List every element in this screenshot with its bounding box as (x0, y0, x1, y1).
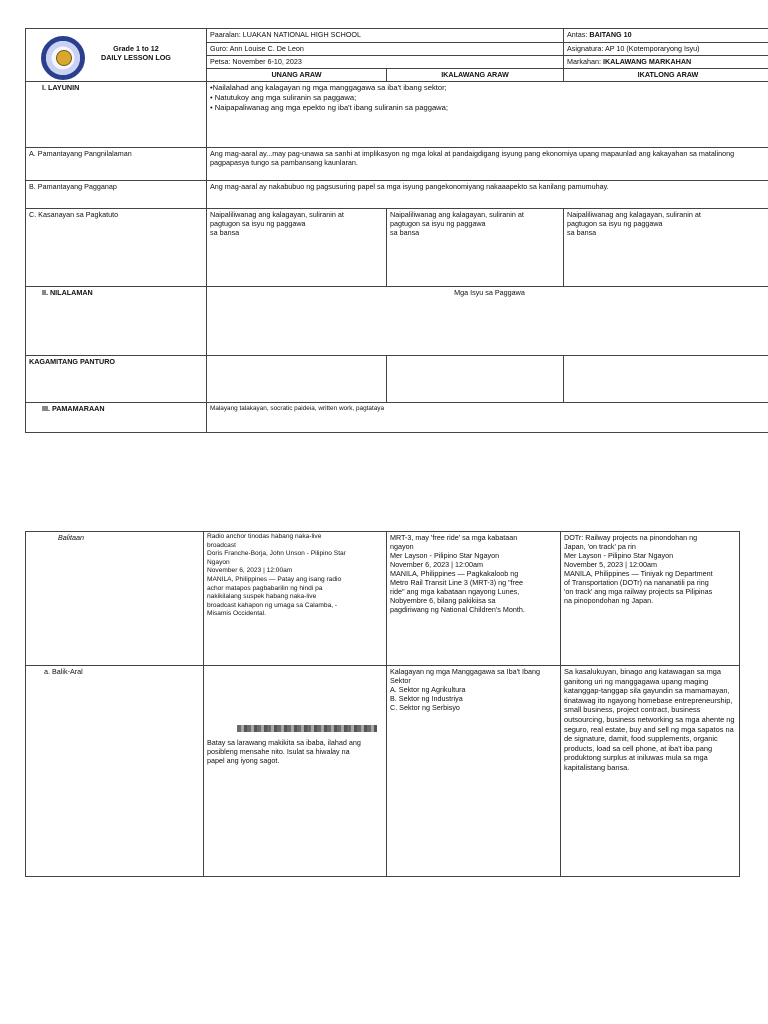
markahan-value: IKALAWANG MARKAHAN (602, 57, 692, 66)
sektor-item: C. Sektor ng Serbisyo (390, 703, 460, 712)
deped-seal-icon (41, 36, 85, 80)
pamamaraan-label: III. PAMAMARAAN (26, 403, 207, 433)
layunin-item: • Natutukoy ang mga suliranin sa paggawa; (210, 93, 357, 102)
paaralan-value: LUAKAN NATIONAL HIGH SCHOOL (242, 30, 361, 39)
guro-cell (207, 43, 564, 56)
kagamitan-day1 (207, 356, 387, 403)
antas-label: Antas: (567, 30, 588, 39)
pangnilalaman-text: Ang mag-aaral ay...may pag-unawa sa sanhi at implikasyon ng mga lokal at pandaigdigang isyung pang ekonomiya upang mapaunlad ang kakayahan sa matalinong pagpapasya tungo sa pambansang kaunlaran. (207, 148, 768, 181)
guro-label: Guro: (210, 44, 228, 53)
day3-header: IKATLONG ARAW (564, 69, 768, 82)
balik-aral-label: a. Balik-Aral (26, 666, 204, 877)
dll-table-page1 (25, 28, 768, 433)
kasanayan-label: C. Kasanayan sa Pagkatuto (26, 209, 207, 287)
balitaan-day3: DOTr: Railway projects na pinondohan ng Japan, 'on track' pa rin Mer Layson - Pilipino Star Ngayon November 5, 2023 | 12:00am MANILA, Philippines — Tiniyak ng Department of Transportation (DOTr) na nananatili pa ring 'on track' ang mga railway projects sa Pilipinas na pinopondohan ng Japan. (561, 532, 740, 666)
asignatura-cell (564, 43, 768, 56)
balitaan-label: Balitaan (26, 532, 204, 666)
antas-value: BAITANG 10 (589, 30, 632, 39)
pamamaraan-text: Malayang talakayan, socratic paideia, written work, pagtataya (207, 403, 768, 433)
balik-aral-day1-text: Batay sa larawang makikita sa ibaba, ilahad ang posibleng mensahe nito. Isulat sa hiwalay na papel ang iyong sagot. (207, 738, 361, 765)
markahan-label: Markahan: (567, 57, 601, 66)
pagganap-label: B. Pamantayang Pagganap (26, 181, 207, 209)
balitaan-day1: Radio anchor tinodas habang naka-live broadcast Doris Franche-Borja, John Unson - Pilipino Star Ngayon November 6, 2023 | 12:00am MANILA, Philippines — Patay ang isang radio achor matapos pagbabarilin ng hindi pa nakikilalang suspek habang naka-live broadcast kahapon ng umaga sa Calamba, - Misamis Occidental. (204, 532, 387, 666)
header-logo-cell (26, 29, 207, 82)
paaralan-label: Paaralan: (210, 30, 241, 39)
nilalaman-text: Mga Isyu sa Paggawa (207, 287, 768, 356)
asignatura-label: Asignatura: (567, 44, 604, 53)
petsa-value: November 6-10, 2023 (232, 57, 302, 66)
day1-header: UNANG ARAW (207, 69, 387, 82)
layunin-label: I. LAYUNIN (26, 82, 207, 148)
petsa-label: Petsa: (210, 57, 231, 66)
kagamitan-day3 (564, 356, 768, 403)
balitaan-day2: MRT-3, may 'free ride' sa mga kabataan ngayon Mer Layson - Pilipino Star Ngayon November 6, 2023 | 12:00am MANILA, Philippines — Pagkakaloob ng Metro Rail Transit Line 3 (MRT-3) ng "free ride" ang mga kabataan ngayong Lunes, Nobyembre 6, bilang pakikiisa sa pagdiriwang ng National Children's Month. (387, 532, 561, 666)
title-line1: Grade 1 to 12 (113, 44, 159, 53)
dll-table-page2 (25, 531, 740, 877)
sektor-item: A. Sektor ng Agrikultura (390, 685, 466, 694)
nilalaman-label: II. NILALAMAN (26, 287, 207, 356)
layunin-item: • Naipapaliwanag ang mga epekto ng iba't ibang suliranin sa paggawa; (210, 103, 448, 112)
layunin-item: •Nailalahad ang kalagayan ng mga manggagawa sa iba't ibang sektor; (210, 83, 447, 92)
balik-aral-day3: Sa kasalukuyan, binago ang katawagan sa mga ganitong uri ng manggagawa upang maging katanggap-tanggap sila gayundin sa mamamayan, tinatawag ito ngayong homebase entrepreneurship, small business, project contract, business outsourcing, business networking sa mga ahente ng seguro, real estate, buy and sell ng mga sapatos na de signature, damit, food supplements, organic products, load sa cell phone, at iba't iba pang produktong surplus at iniluwas mula sa mga kapitalistang bansa. (561, 666, 740, 877)
title-line2: DAILY LESSON LOG (101, 53, 171, 62)
kasanayan-day1: Naipaliliwanag ang kalagayan, suliranin at pagtugon sa isyu ng paggawa sa bansa (207, 209, 387, 287)
asignatura-value: AP 10 (Kotemporaryong Isyu) (604, 44, 700, 53)
picture-strip-image (237, 725, 377, 732)
pagganap-text: Ang mag-aaral ay nakabubuo ng pagsusuring papel sa mga isyung pangekonomiyang nakaaapekto sa kanilang pamumuhay. (207, 181, 768, 209)
paaralan-cell (207, 29, 564, 43)
layunin-content (207, 82, 768, 148)
antas-cell (564, 29, 768, 43)
pangnilalaman-label: A. Pamantayang Pangnilalaman (26, 148, 207, 181)
balik-aral-day1 (204, 666, 387, 877)
kagamitan-label: KAGAMITANG PANTURO (26, 356, 207, 403)
kasanayan-day3: Naipaliliwanag ang kalagayan, suliranin at pagtugon sa isyu ng paggawa sa bansa (564, 209, 768, 287)
petsa-cell (207, 56, 564, 69)
day2-header: IKALAWANG ARAW (387, 69, 564, 82)
sektor-item: B. Sektor ng Industriya (390, 694, 463, 703)
sektor-title: Kalagayan ng mga Manggagawa sa Iba't Ibang Sektor (390, 667, 541, 685)
kasanayan-day2: Naipaliliwanag ang kalagayan, suliranin at pagtugon sa isyu ng paggawa sa bansa (387, 209, 564, 287)
balik-aral-day2 (387, 666, 561, 877)
markahan-cell (564, 56, 768, 69)
kagamitan-day2 (387, 356, 564, 403)
guro-value: Ann Louise C. De Leon (229, 44, 304, 53)
